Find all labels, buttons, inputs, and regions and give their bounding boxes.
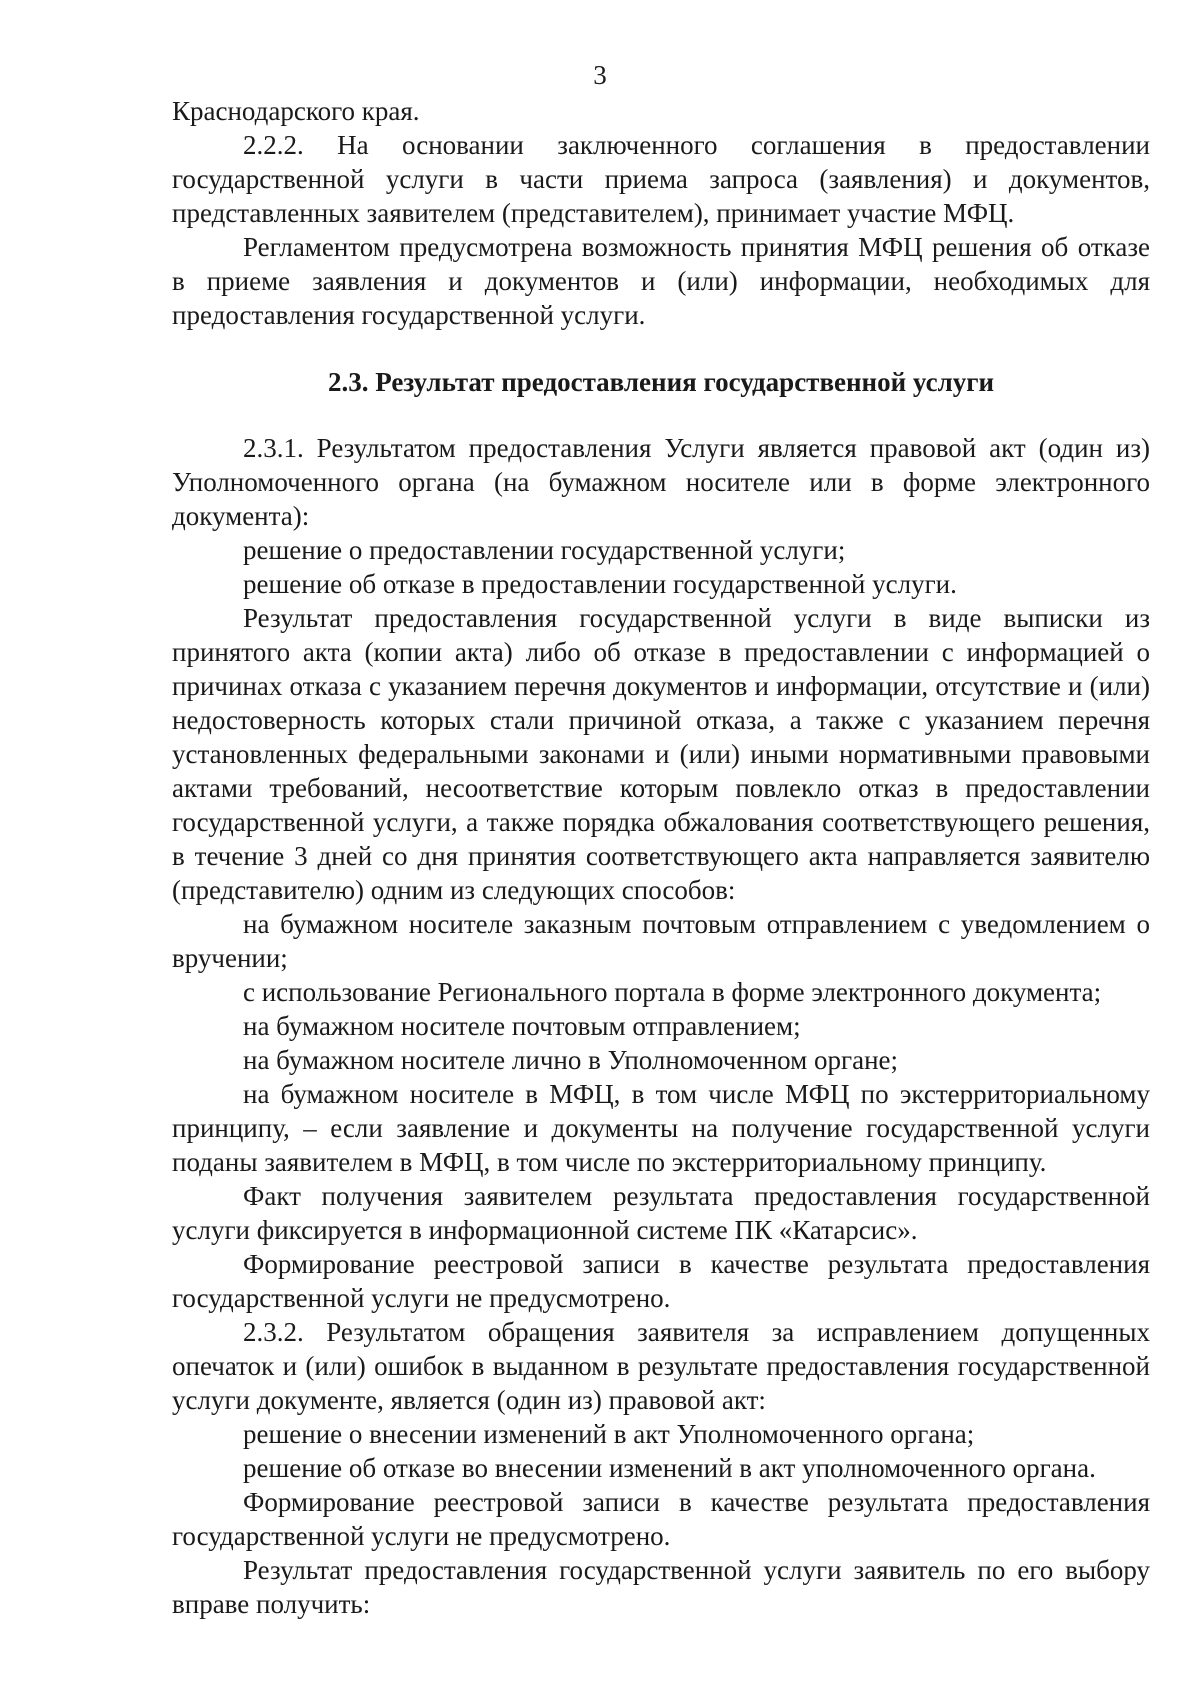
list-item: на бумажном носителе в МФЦ, в том числе МФЦ по экстерриториальному принципу, – если заявление и документы на получение государственной услуги поданы заявителем в МФЦ, в том числе по экстерриториальному принципу. — [172, 1079, 1150, 1177]
paragraph: 2.3.2. Результатом обращения заявителя за исправлением допущенных опечаток и (или) ошибок в выданном в результате предоставления государственной услуги документе, является (один из) правовой акт: — [172, 1317, 1150, 1415]
paragraph: Краснодарского края. — [172, 96, 420, 126]
list-item: с использование Регионального портала в форме электронного документа; — [243, 977, 1102, 1007]
paragraph: Формирование реестровой записи в качестве результата предоставления государственной услуги не предусмотрено. — [172, 1487, 1150, 1551]
paragraph: Формирование реестровой записи в качестве результата предоставления государственной услуги не предусмотрено. — [172, 1249, 1150, 1313]
paragraph: 2.2.2. На основании заключенного соглашения в предоставлении государственной услуги в части приема запроса (заявления) и документов, представленных заявителем (представителем), принимает участие МФЦ. — [172, 130, 1150, 228]
list-item: решение о внесении изменений в акт Уполномоченного органа; — [243, 1419, 975, 1449]
paragraph: Результат предоставления государственной услуги в виде выписки из принятого акта (копии акта) либо об отказе в предоставлении с информацией о причинах отказа с указанием перечня документов и информации, отсутствие и (или) недостоверность которых стали причиной отказа, а также с указанием перечня установленных федеральными законами и (или) иными нормативными правовыми актами требований, несоответствие которым повлекло отказ в предоставлении государственной услуги, а также порядка обжалования соответствующего решения, в течение 3 дней со дня принятия соответствующего акта направляется заявителю (представителю) одним из следующих способов: — [172, 603, 1150, 905]
list-item: на бумажном носителе лично в Уполномоченном органе; — [243, 1045, 899, 1075]
list-item: решение о предоставлении государственной услуги; — [243, 535, 846, 565]
section-heading: 2.3. Результат предоставления государственной услуги — [327, 367, 995, 397]
document-body — [172, 94, 1150, 1621]
page-number: 3 — [593, 60, 607, 90]
paragraph: Факт получения заявителем результата предоставления государственной услуги фиксируется в информационной системе ПК «Катарсис». — [172, 1181, 1150, 1245]
list-item: решение об отказе во внесении изменений в акт уполномоченного органа. — [243, 1453, 1096, 1483]
list-item: решение об отказе в предоставлении государственной услуги. — [243, 569, 957, 599]
list-item: на бумажном носителе почтовым отправлением; — [243, 1011, 801, 1041]
paragraph: 2.3.1. Результатом предоставления Услуги является правовой акт (один из) Уполномоченного органа (на бумажном носителе или в форме электронного документа): — [172, 433, 1150, 531]
list-item: на бумажном носителе заказным почтовым отправлением с уведомлением о вручении; — [172, 909, 1150, 973]
paragraph: Результат предоставления государственной услуги заявитель по его выбору вправе получить: — [172, 1555, 1150, 1619]
paragraph: Регламентом предусмотрена возможность принятия МФЦ решения об отказе в приеме заявления и документов и (или) информации, необходимых для предоставления государственной услуги. — [172, 232, 1150, 330]
